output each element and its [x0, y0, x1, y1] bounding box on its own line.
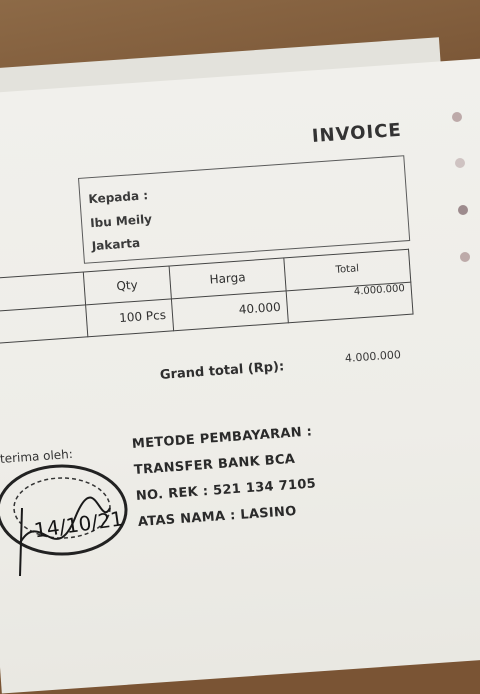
payment-method: TRANSFER BANK BCA [133, 451, 296, 478]
grand-total-value: 4.000.000 [344, 348, 402, 365]
total-cell: 4.000.000 [286, 282, 413, 323]
signature-date: 14/10/21 [32, 506, 125, 543]
price-header: Harga [169, 258, 286, 298]
payment-method-label: METODE PEMBAYARAN : [131, 424, 313, 452]
grand-total-label: Grand total (Rp): [159, 359, 285, 383]
qty-cell: 100 Pcs [85, 298, 173, 336]
invoice-title: INVOICE [311, 119, 403, 147]
qty-header: Qty [83, 266, 171, 304]
items-table [0, 249, 414, 344]
signature-stroke [20, 508, 22, 576]
account-number: NO. REK : 521 134 7105 [135, 476, 317, 504]
blank-cell [0, 304, 87, 343]
total-header: Total [284, 249, 411, 290]
received-by-label: terima oleh: [0, 446, 74, 466]
price-cell: 40.000 [171, 290, 288, 330]
account-name: ATAS NAMA : LASINO [137, 503, 298, 530]
recipient-box [78, 155, 410, 264]
recipient-name: Ibu Meily [89, 211, 153, 231]
recipient-city: Jakarta [91, 235, 141, 254]
recipient-label: Kepada : [88, 188, 149, 207]
signature-stamp [0, 448, 140, 578]
